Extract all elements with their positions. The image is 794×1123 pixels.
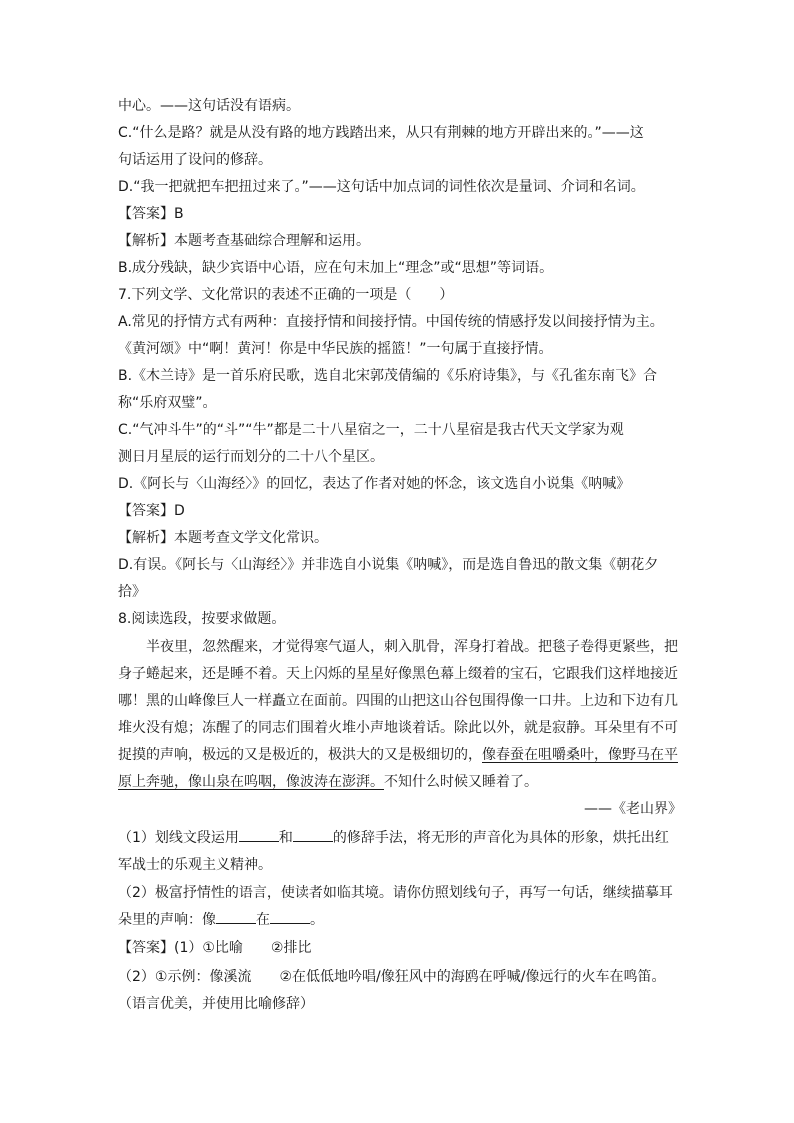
q2-text: 朵里的声响：像 xyxy=(118,912,216,928)
passage-source: ——《老山界》 xyxy=(584,801,682,817)
q1-text: 的修辞手法，将无形的声音化为具体的形象，烘托出红 xyxy=(332,830,669,846)
text-line: A.常见的抒情方式有两种：直接抒情和间接抒情。中国传统的情感抒发以间接抒情为主。 xyxy=(118,314,664,330)
text-line: D.有误。《阿长与〈山海经〉》并非选自小说集《呐喊》，而是选自鲁迅的散文集《朝花夕 xyxy=(118,557,659,573)
q1-text: （1）划线文段运用 xyxy=(118,830,239,846)
passage-line: 半夜里，忽然醒来，才觉得寒气逼人，刺入肌骨，浑身打着战。把毯子卷得更紧些，把 xyxy=(146,639,678,655)
text-line: 【答案】B xyxy=(118,206,184,222)
question-1 xyxy=(118,829,678,847)
passage-line xyxy=(118,773,678,791)
text-line: 称“乐府双璧”。 xyxy=(118,395,217,411)
passage-text: 捉摸的声响，极远的又是极近的，极洪大的又是极细切的， xyxy=(118,747,482,763)
question-1-cont: 军战士的乐观主义精神。 xyxy=(118,857,272,873)
question-title: 7.下列文学、文化常识的表述不正确的一项是（ ） xyxy=(118,287,454,303)
answer-blank xyxy=(293,829,333,842)
answer-blank xyxy=(239,829,279,842)
q2-text: 在 xyxy=(256,912,270,928)
text-line: 拾》 xyxy=(118,584,146,600)
answer-line: （语言优美，并使用比喻修辞） xyxy=(118,996,314,1012)
passage-line: 堆火没有熄；冻醒了的同志们围着火堆小声地谈着话。除此以外，就是寂静。耳朵里有不可 xyxy=(118,720,678,736)
underlined-text: 原上奔驰，像山泉在呜咽，像波涛在澎湃。 xyxy=(118,774,384,790)
text-line: 测日月星辰的运行而划分的二十八个星区。 xyxy=(118,449,384,465)
question-title: 8.阅读选段，按要求做题。 xyxy=(118,611,286,627)
text-line: B.成分残缺，缺少宾语中心语，应在句末加上“理念”或“思想”等词语。 xyxy=(118,260,554,276)
text-line: D.《阿长与〈山海经〉》的回忆，表达了作者对她的怀念，该文选自小说集《呐喊》 xyxy=(118,476,631,492)
text-line: D.“我一把就把车把扭过来了。”——这句话中加点词的词性依次是量词、介词和名词。 xyxy=(118,179,645,195)
passage-text: 不知什么时候又睡着了。 xyxy=(384,774,538,790)
text-line: 【解析】本题考查文学文化常识。 xyxy=(118,530,328,546)
text-line: 中心。——这句话没有语病。 xyxy=(118,98,300,114)
passage-line xyxy=(118,746,678,764)
text-line: 句话运用了设问的修辞。 xyxy=(118,152,272,168)
q2-text: 。 xyxy=(310,912,324,928)
question-2-cont xyxy=(118,911,678,929)
answer-line: （2）①示例：像溪流 ②在低低地吟唱/像狂风中的海鸥在呼喊/像远行的火车在鸣笛。 xyxy=(118,969,666,985)
text-line: C.“什么是路？就是从没有路的地方践踏出来，从只有荆棘的地方开辟出来的。”——这 xyxy=(118,125,644,141)
text-line: 【解析】本题考查基础综合理解和运用。 xyxy=(118,233,370,249)
underlined-text: 像春蚕在咀嚼桑叶，像野马在平 xyxy=(482,747,678,763)
text-line: 【答案】D xyxy=(118,503,185,519)
text-line: 《黄河颂》中“啊！黄河！你是中华民族的摇篮！”一句属于直接抒情。 xyxy=(118,341,553,357)
answer-blank xyxy=(270,911,310,924)
text-line: C.“气冲斗牛”的“斗”“牛”都是二十八星宿之一，二十八星宿是我古代天文学家为观 xyxy=(118,422,624,438)
question-2: （2）极富抒情性的语言，使读者如临其境。请你仿照划线句子，再写一句话，继续描摹耳 xyxy=(118,885,673,901)
passage-line: 身子蜷起来，还是睡不着。天上闪烁的星星好像黑色幕上缀着的宝石，它跟我们这样地接近 xyxy=(118,666,678,682)
answer-line: 【答案】(1）①比喻 ②排比 xyxy=(118,940,312,956)
q1-text: 和 xyxy=(278,830,293,846)
answer-blank xyxy=(216,911,256,924)
passage-line: 哪！黑的山峰像巨人一样矗立在面前。四围的山把这山谷包围得像一口井。上边和下边有几 xyxy=(118,693,678,709)
text-line: B.《木兰诗》是一首乐府民歌，选自北宋郭茂倩编的《乐府诗集》，与《孔雀东南飞》合 xyxy=(118,368,658,384)
